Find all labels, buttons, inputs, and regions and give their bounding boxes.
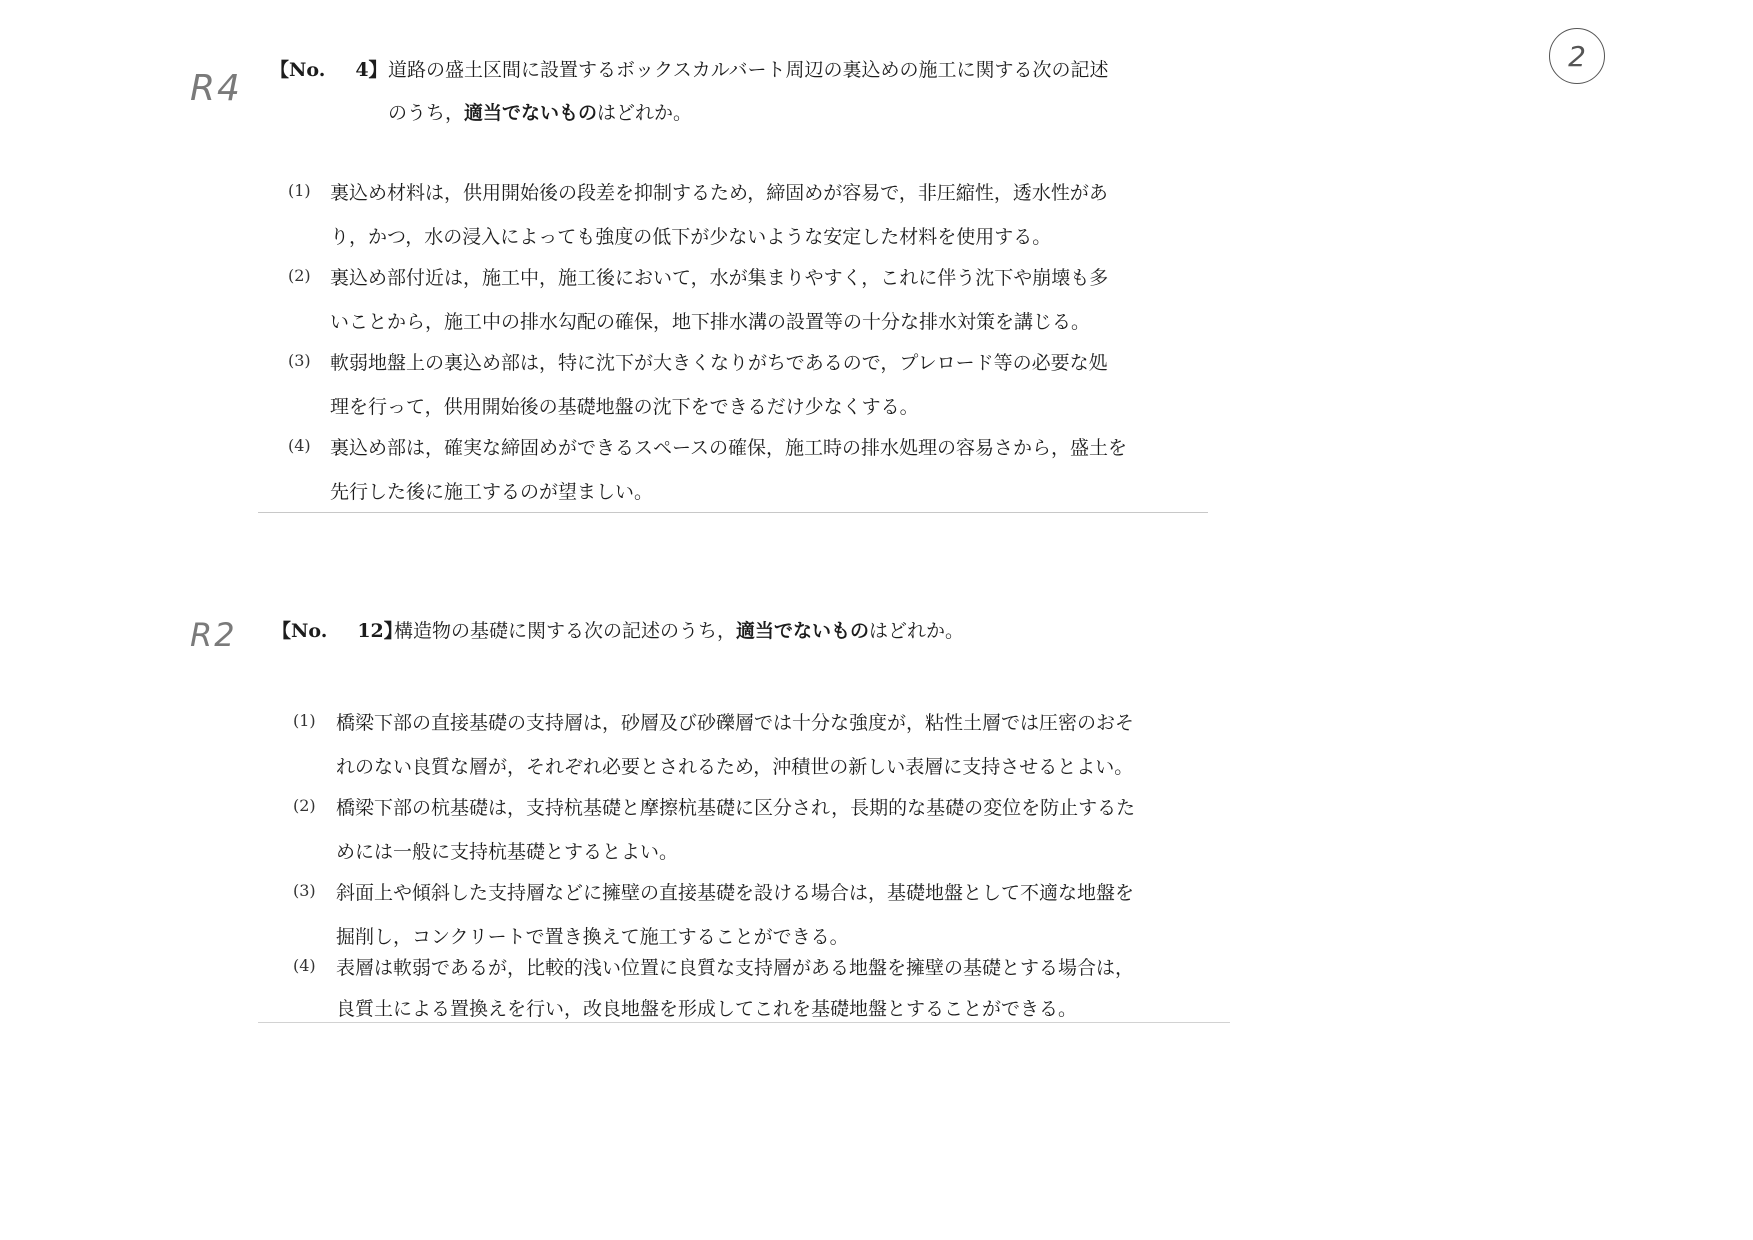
- option-number: (3): [293, 881, 316, 900]
- emphasis-not-appropriate: 適当でないもの: [464, 102, 598, 124]
- option-text-line2: 掘削し，コンクリートで置き換えて施工することができる。: [336, 926, 849, 948]
- question-number: 12】: [357, 620, 403, 642]
- option-number: (1): [288, 181, 311, 200]
- question-number: 4】: [355, 59, 388, 81]
- option-text-line1: 軟弱地盤上の裏込め部は，特に沈下が大きくなりがちであるので，プレロード等の必要な処: [330, 352, 1108, 374]
- option-text-line1: 裏込め材料は，供用開始後の段差を抑制するため，締固めが容易で，非圧縮性，透水性があ: [330, 182, 1108, 204]
- question-no12-panel: [258, 610, 1230, 1023]
- question-stem-line1: 道路の盛土区間に設置するボックスカルバート周辺の裏込めの施工に関する次の記述: [388, 59, 1109, 81]
- option-text-line1: 橋梁下部の杭基礎は，支持杭基礎と摩擦杭基礎に区分され，長期的な基礎の変位を防止するた: [336, 797, 1136, 819]
- option-text-line2: 理を行って，供用開始後の基礎地盤の沈下をできるだけ少なくする。: [330, 396, 919, 418]
- option-text-line2: り，かつ，水の浸入によっても強度の低下が少ないような安定した材料を使用する。: [330, 226, 1052, 248]
- option-number: (3): [288, 351, 311, 370]
- question-no12-header: [272, 622, 403, 641]
- question-stem-line2: のうち，適当でないものはどれか。: [388, 102, 693, 124]
- option-text-line1: 裏込め部は，確実な締固めができるスペースの確保，施工時の排水処理の容易さから，盛土を: [330, 437, 1128, 459]
- option-number: (4): [293, 956, 316, 975]
- page-number: 2: [1568, 39, 1586, 73]
- option-text-line2: 先行した後に施工するのが望ましい。: [330, 481, 654, 503]
- option-number: (2): [293, 796, 316, 815]
- option-text-line2: めには一般に支持杭基礎とするとよい。: [336, 841, 679, 863]
- option-text-line1: 橋梁下部の直接基礎の支持層は，砂層及び砂礫層では十分な強度が，粘性土層では圧密のおそ: [336, 712, 1135, 734]
- option-text-line2: れのない良質な層が，それぞれ必要とされるため，沖積世の新しい表層に支持させるとよい。: [336, 756, 1134, 778]
- question-no4-panel: [258, 44, 1208, 513]
- option-text-line2: いことから，施工中の排水勾配の確保，地下排水溝の設置等の十分な排水対策を講じる。: [330, 311, 1091, 333]
- emphasis-not-appropriate: 適当でないもの: [736, 620, 870, 642]
- handwritten-note-r2: R2: [190, 616, 237, 654]
- option-number: (4): [288, 436, 311, 455]
- question-stem: 構造物の基礎に関する次の記述のうち，適当でないものはどれか。: [394, 620, 965, 642]
- question-label: 【No.: [272, 620, 328, 642]
- question-label: 【No.: [270, 59, 326, 81]
- handwritten-note-r4: R4: [190, 68, 242, 109]
- option-number: (1): [293, 711, 316, 730]
- page-number-circle: [1549, 28, 1605, 84]
- question-no4-header: [270, 61, 388, 80]
- option-text-line1: 表層は軟弱であるが，比較的浅い位置に良質な支持層がある地盤を擁壁の基礎とする場合は，: [336, 957, 1135, 979]
- option-text-line2: 良質土による置換えを行い，改良地盤を形成してこれを基礎地盤とすることができる。: [336, 998, 1078, 1020]
- option-number: (2): [288, 266, 311, 285]
- option-text-line1: 斜面上や傾斜した支持層などに擁壁の直接基礎を設ける場合は，基礎地盤として不適な地盤を: [336, 882, 1135, 904]
- option-text-line1: 裏込め部付近は，施工中，施工後において，水が集まりやすく，これに伴う沈下や崩壊も多: [330, 267, 1109, 289]
